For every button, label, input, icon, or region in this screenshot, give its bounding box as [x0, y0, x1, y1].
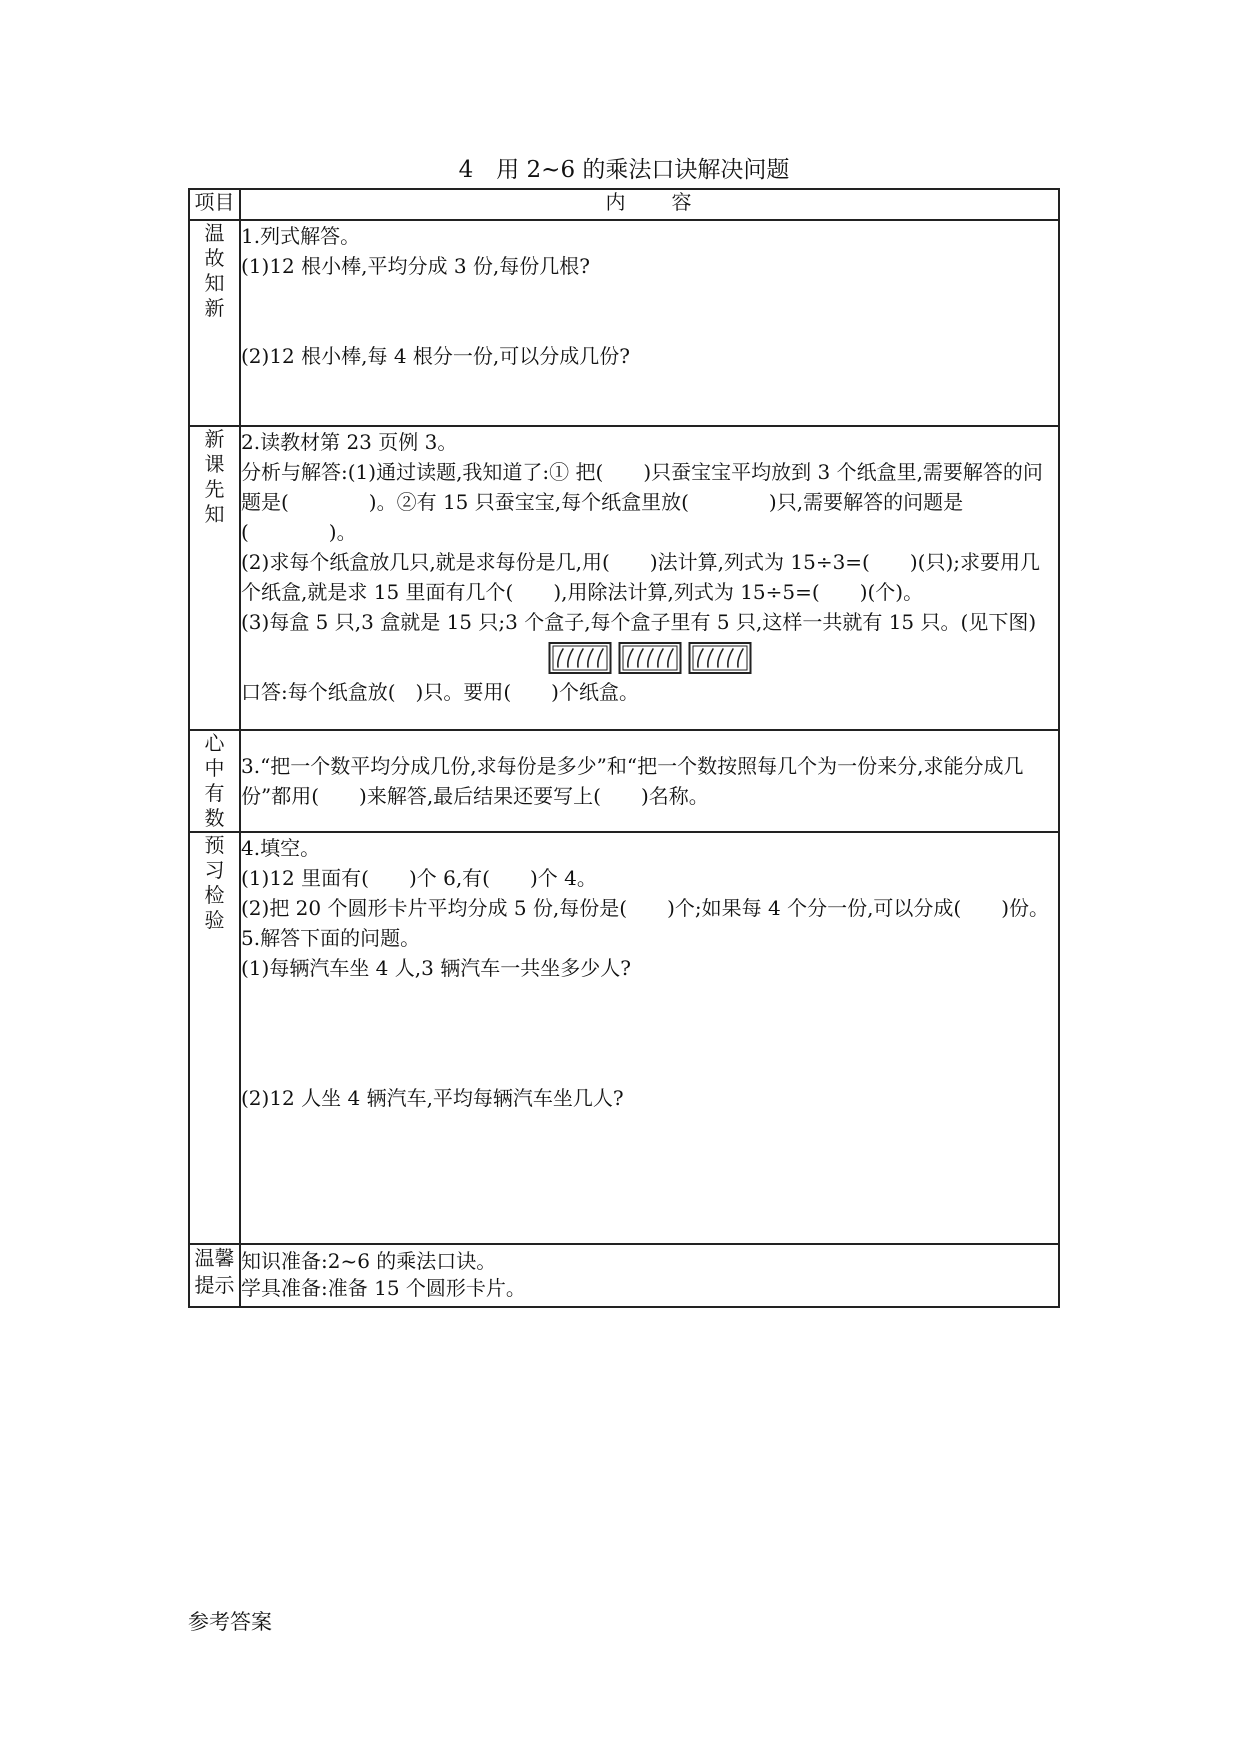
- question-line: (2)把 20 个圆形卡片平均分成 5 份,每份是( )个;如果每 4 个分一份,可以分成( )份。: [241, 896, 1050, 920]
- header-item-column: 项目: [189, 189, 240, 220]
- worksheet-table: [188, 188, 1060, 1308]
- silkworm-mark: [717, 649, 722, 667]
- silkworm-boxes-figure: [241, 641, 1058, 675]
- question-heading: 5.解答下面的问题。: [241, 926, 421, 950]
- silkworm-box: [618, 641, 682, 675]
- question-line: 分析与解答:(1)通过读题,我知道了:① 把( )只蚕宝宝平均放到 3 个纸盒里,需要解答的问题是( )。②有 15 只蚕宝宝,每个纸盒里放( )只,需要解答的问题是( )。: [241, 460, 1043, 544]
- silkworm-mark: [697, 649, 702, 667]
- question-line: (2)12 人坐 4 辆汽车,平均每辆汽车坐几人?: [241, 1086, 624, 1110]
- section-summary-row: [189, 730, 1059, 832]
- question-heading: 1.列式解答。: [241, 224, 361, 248]
- silkworm-mark: [667, 649, 672, 667]
- silkworm-mark: [577, 649, 582, 667]
- question-line: (2)求每个纸盒放几只,就是求每份是几,用( )法计算,列式为 15÷3=( )(只);求要用几个纸盒,就是求 15 里面有几个( ),用除法计算,列式为 15÷5=( )(个)。: [241, 550, 1041, 604]
- question-line: 3.“把一个数平均分成几份,求每份是多少”和“把一个数按照每几个为一份来分,求能分成几份”都用( )来解答,最后结果还要写上( )名称。: [241, 754, 1024, 808]
- silkworm-mark: [567, 649, 572, 667]
- section-content-check: [240, 832, 1059, 1244]
- silkworm-mark: [557, 649, 562, 667]
- silkworm-box: [548, 641, 612, 675]
- silkworm-mark: [597, 649, 602, 667]
- answer-space: [241, 983, 1058, 1083]
- silkworm-mark: [637, 649, 642, 667]
- section-label-tips: 温馨提示: [189, 1244, 240, 1307]
- silkworm-box: [688, 641, 752, 675]
- section-label-preview: 新课先知: [189, 426, 240, 730]
- silkworm-mark: [727, 649, 732, 667]
- section-label-summary: 心中有数: [189, 730, 240, 832]
- question-line: (1)每辆汽车坐 4 人,3 辆汽车一共坐多少人?: [241, 956, 631, 980]
- section-tips-row: [189, 1244, 1059, 1307]
- tip-line: 知识准备:2~6 的乘法口诀。: [241, 1249, 497, 1273]
- header-content-column: 内 容: [240, 189, 1059, 220]
- silkworm-mark: [707, 649, 712, 667]
- question-line: (3)每盒 5 只,3 盒就是 15 只;3 个盒子,每个盒子里有 5 只,这样一共就有 15 只。(见下图): [241, 610, 1037, 634]
- silkworm-mark: [627, 649, 632, 667]
- question-line: 口答:每个纸盒放( )只。要用( )个纸盒。: [241, 680, 639, 704]
- section-content-review: [240, 220, 1059, 426]
- section-label-review: 温故知新: [189, 220, 240, 426]
- question-heading: 2.读教材第 23 页例 3。: [241, 430, 458, 454]
- tip-line: 学具准备:准备 15 个圆形卡片。: [241, 1276, 526, 1300]
- section-content-preview: [240, 426, 1059, 730]
- question-line: (2)12 根小棒,每 4 根分一份,可以分成几份?: [241, 344, 631, 368]
- question-line: (1)12 里面有( )个 6,有( )个 4。: [241, 866, 597, 890]
- silkworm-mark: [587, 649, 592, 667]
- answer-key-heading: 参考答案: [188, 1610, 272, 1634]
- question-line: (1)12 根小棒,平均分成 3 份,每份几根?: [241, 254, 591, 278]
- question-heading: 4.填空。: [241, 836, 321, 860]
- silkworm-mark: [737, 649, 742, 667]
- section-preview-row: [189, 426, 1059, 730]
- section-content-summary: [240, 730, 1059, 832]
- silkworm-mark: [647, 649, 652, 667]
- section-content-tips: [240, 1244, 1059, 1307]
- section-label-check: 预习检验: [189, 832, 240, 1244]
- table-header-row: [189, 189, 1059, 220]
- section-review-row: [189, 220, 1059, 426]
- silkworm-mark: [657, 649, 662, 667]
- page-title: 4 用 2~6 的乘法口诀解决问题: [458, 157, 790, 183]
- section-check-row: [189, 832, 1059, 1244]
- answer-space: [241, 281, 1058, 341]
